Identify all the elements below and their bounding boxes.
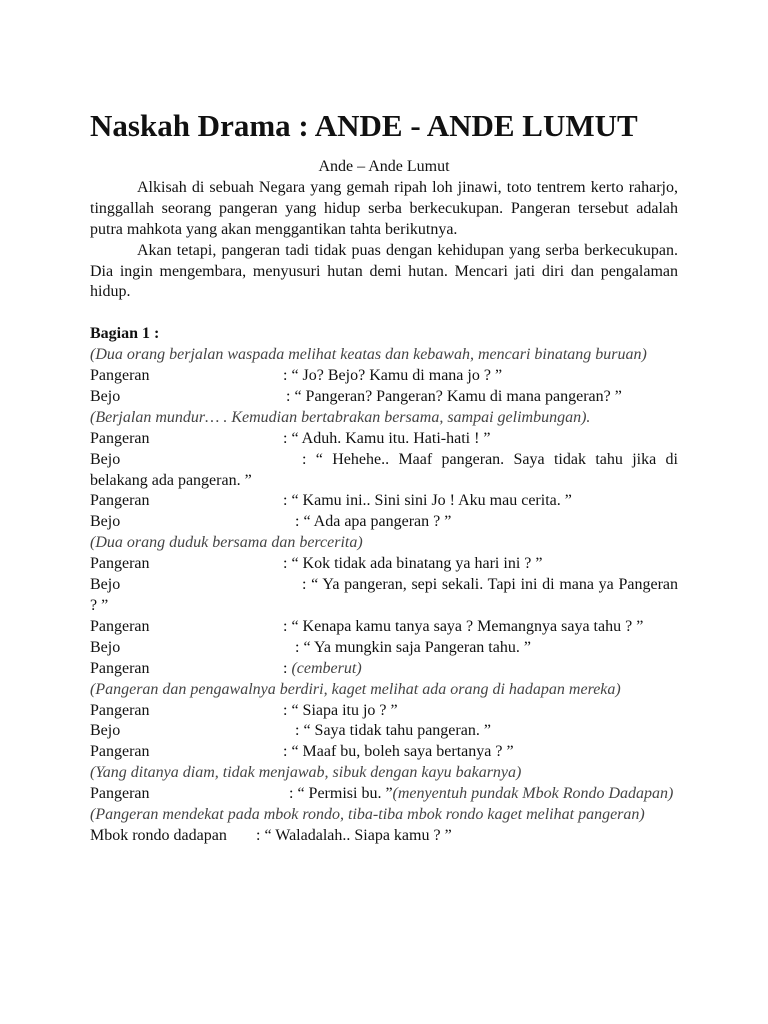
dialogue-line — [90, 450, 678, 492]
dialogue-text: : “ Siapa itu jo ? ” — [283, 701, 398, 719]
dialogue-line — [90, 617, 678, 638]
stage-direction: (Pangeran dan pengawalnya berdiri, kaget melihat ada orang di hadapan mereka) — [90, 680, 621, 698]
speaker-name: Pangeran — [90, 617, 150, 635]
paragraph-spacer — [90, 303, 678, 324]
speaker-name: Pangeran — [90, 659, 150, 677]
inline-stage-direction: (cemberut) — [291, 659, 362, 677]
intro-paragraph-2: Akan tetapi, pangeran tadi tidak puas dengan kehidupan yang serba berkecukupan. Dia ingin mengembara, menyusuri hutan demi hutan. Mencari jati diri dan pengalaman hidup. — [90, 241, 678, 301]
speaker-name: Pangeran — [90, 367, 150, 385]
dialogue-line — [90, 512, 678, 533]
dialogue-text: : — [283, 659, 292, 677]
document-title: Naskah Drama : ANDE - ANDE LUMUT — [90, 108, 638, 143]
dialogue-text: : “ Ada apa pangeran ? ” — [295, 513, 452, 531]
speaker-name: Mbok rondo dadapan — [90, 826, 227, 844]
dialogue-line — [90, 366, 678, 387]
dialogue-line — [90, 826, 678, 847]
speaker-name: Pangeran — [90, 743, 150, 761]
dialogue-text: : “ Aduh. Kamu itu. Hati-hati ! ” — [283, 429, 491, 447]
dialogue-line — [90, 491, 678, 512]
dialogue-line — [90, 721, 678, 742]
dialogue-text: : “ Kok tidak ada binatang ya hari ini ? ” — [283, 555, 543, 573]
dialogue-line — [90, 701, 678, 722]
dialogue-text: : “ Jo? Bejo? Kamu di mana jo ? ” — [283, 367, 503, 385]
stage-direction: (Dua orang duduk bersama dan bercerita) — [90, 534, 363, 552]
dialogue-text: : “ Saya tidak tahu pangeran. ” — [295, 722, 491, 740]
dialogue-text: : “ Maaf bu, boleh saya bertanya ? ” — [283, 743, 514, 761]
stage-direction: (Berjalan mundur… . Kemudian bertabrakan bersama, sampai gelimbungan). — [90, 408, 591, 426]
dialogue-line — [90, 575, 678, 617]
intro-paragraph-1: Alkisah di sebuah Negara yang gemah ripah loh jinawi, toto tentrem kerto raharjo, tinggallah seorang pangeran yang hidup serba berkecukupan. Pangeran tersebut adalah putra mahkota yang akan menggantikan tahta berikutnya. — [90, 178, 678, 238]
inline-stage-direction: (menyentuh pundak Mbok Rondo Dadapan) — [392, 785, 674, 803]
dialogue-line — [90, 387, 678, 408]
dialogue-line — [90, 554, 678, 575]
dialogue-line — [90, 638, 678, 659]
document-body — [90, 157, 678, 847]
dialogue-text: : “ Kamu ini.. Sini sini Jo ! Aku mau cerita. ” — [283, 492, 572, 510]
stage-direction: (Yang ditanya diam, tidak menjawab, sibuk dengan kayu bakarnya) — [90, 764, 522, 782]
stage-direction: (Pangeran mendekat pada mbok rondo, tiba-tiba mbok rondo kaget melihat pangeran) — [90, 806, 645, 824]
dialogue-line — [90, 429, 678, 450]
speaker-name: Pangeran — [90, 701, 150, 719]
dialogue-text: : “ Ya pangeran, sepi sekali. Tapi ini di mana ya Pangeran ? ” — [90, 576, 678, 615]
speaker-name: Pangeran — [90, 492, 150, 510]
dialogue-text: : “ Ya mungkin saja Pangeran tahu. ” — [295, 638, 531, 656]
dialogue-text: : “ Waladalah.. Siapa kamu ? ” — [256, 826, 452, 844]
story-subtitle: Ande – Ande Lumut — [318, 158, 450, 175]
dialogue-line — [90, 784, 678, 805]
dialogue-text: : “ Pangeran? Pangeran? Kamu di mana pangeran? ” — [286, 387, 622, 405]
dialogue-text: : “ Hehehe.. Maaf pangeran. Saya tidak tahu jika di belakang ada pangeran. ” — [90, 450, 678, 489]
section-heading: Bagian 1 : — [90, 325, 160, 343]
speaker-name: Bejo — [90, 513, 121, 531]
dialogue-line — [90, 742, 678, 763]
speaker-name: Bejo — [90, 387, 121, 405]
speaker-name: Bejo — [90, 450, 121, 468]
speaker-name: Bejo — [90, 722, 121, 740]
stage-direction: (Dua orang berjalan waspada melihat keatas dan kebawah, mencari binatang buruan) — [90, 346, 647, 364]
speaker-name: Pangeran — [90, 785, 150, 803]
speaker-name: Bejo — [90, 638, 121, 656]
speaker-name: Pangeran — [90, 555, 150, 573]
dialogue-text: : “ Kenapa kamu tanya saya ? Memangnya saya tahu ? ” — [283, 617, 644, 635]
dialogue-line — [90, 659, 678, 680]
speaker-name: Bejo — [90, 576, 121, 594]
speaker-name: Pangeran — [90, 429, 150, 447]
dialogue-text: : “ Permisi bu. ” — [289, 785, 393, 803]
